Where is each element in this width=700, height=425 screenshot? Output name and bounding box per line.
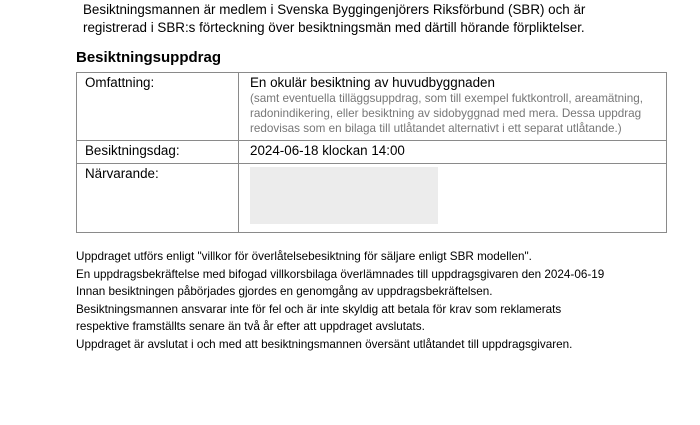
note-line: radonindikering, eller besiktning av sidobyggnad med mera. Dessa uppdrag [250,107,642,120]
omfattning-value: En okulär besiktning av huvudbyggnaden [250,75,495,90]
inspection-table [76,72,667,233]
terms-paragraph [76,248,686,353]
omfattning-note [250,91,660,136]
table-row-omfattning [77,73,667,141]
intro-line: registrerad i SBR:s förteckning över besiktningsmän med därtill hörande förpliktelser. [83,20,585,35]
narvarande-label: Närvarande: [77,164,239,233]
narvarande-cell [239,164,667,233]
besiktningsdag-value: 2024-06-18 klockan 14:00 [239,141,667,164]
terms-line: Uppdraget är avslutat i och med att besiktningsmannen översänt utlåtandet till uppdragsgivaren. [76,337,573,351]
terms-line: Besiktningsmannen ansvarar inte för fel och är inte skyldig att betala för krav som reklamerats [76,302,562,316]
omfattning-cell [239,73,667,141]
besiktningsdag-label: Besiktningsdag: [77,141,239,164]
intro-line: Besiktningsmannen är medlem i Svenska Byggingenjörers Riksförbund (SBR) och är [83,2,586,17]
table-row-narvarande [77,164,667,233]
section-title: Besiktningsuppdrag [76,49,222,66]
terms-line: En uppdragsbekräftelse med bifogad villkorsbilaga överlämnades till uppdragsgivaren den 2024-06-19 [76,267,605,281]
terms-line: Uppdraget utförs enligt "villkor för överlåtelsebesiktning för säljare enligt SBR modellen". [76,250,532,263]
redacted-block [250,167,438,224]
intro-paragraph [83,1,683,37]
omfattning-label: Omfattning: [77,73,239,141]
terms-line: respektive framställts senare än två år efter att uppdraget avslutats. [76,320,425,333]
table-row-besiktningsdag [77,141,667,164]
terms-line: Innan besiktningen påbörjades gjordes en genomgång av uppdragsbekräftelsen. [76,285,493,298]
note-line: (samt eventuella tilläggsuppdrag, som till exempel fuktkontroll, areamätning, [250,92,644,105]
note-line: redovisas som en bilaga till utlåtandet alternativt i ett separat utlåtande.) [250,122,622,135]
